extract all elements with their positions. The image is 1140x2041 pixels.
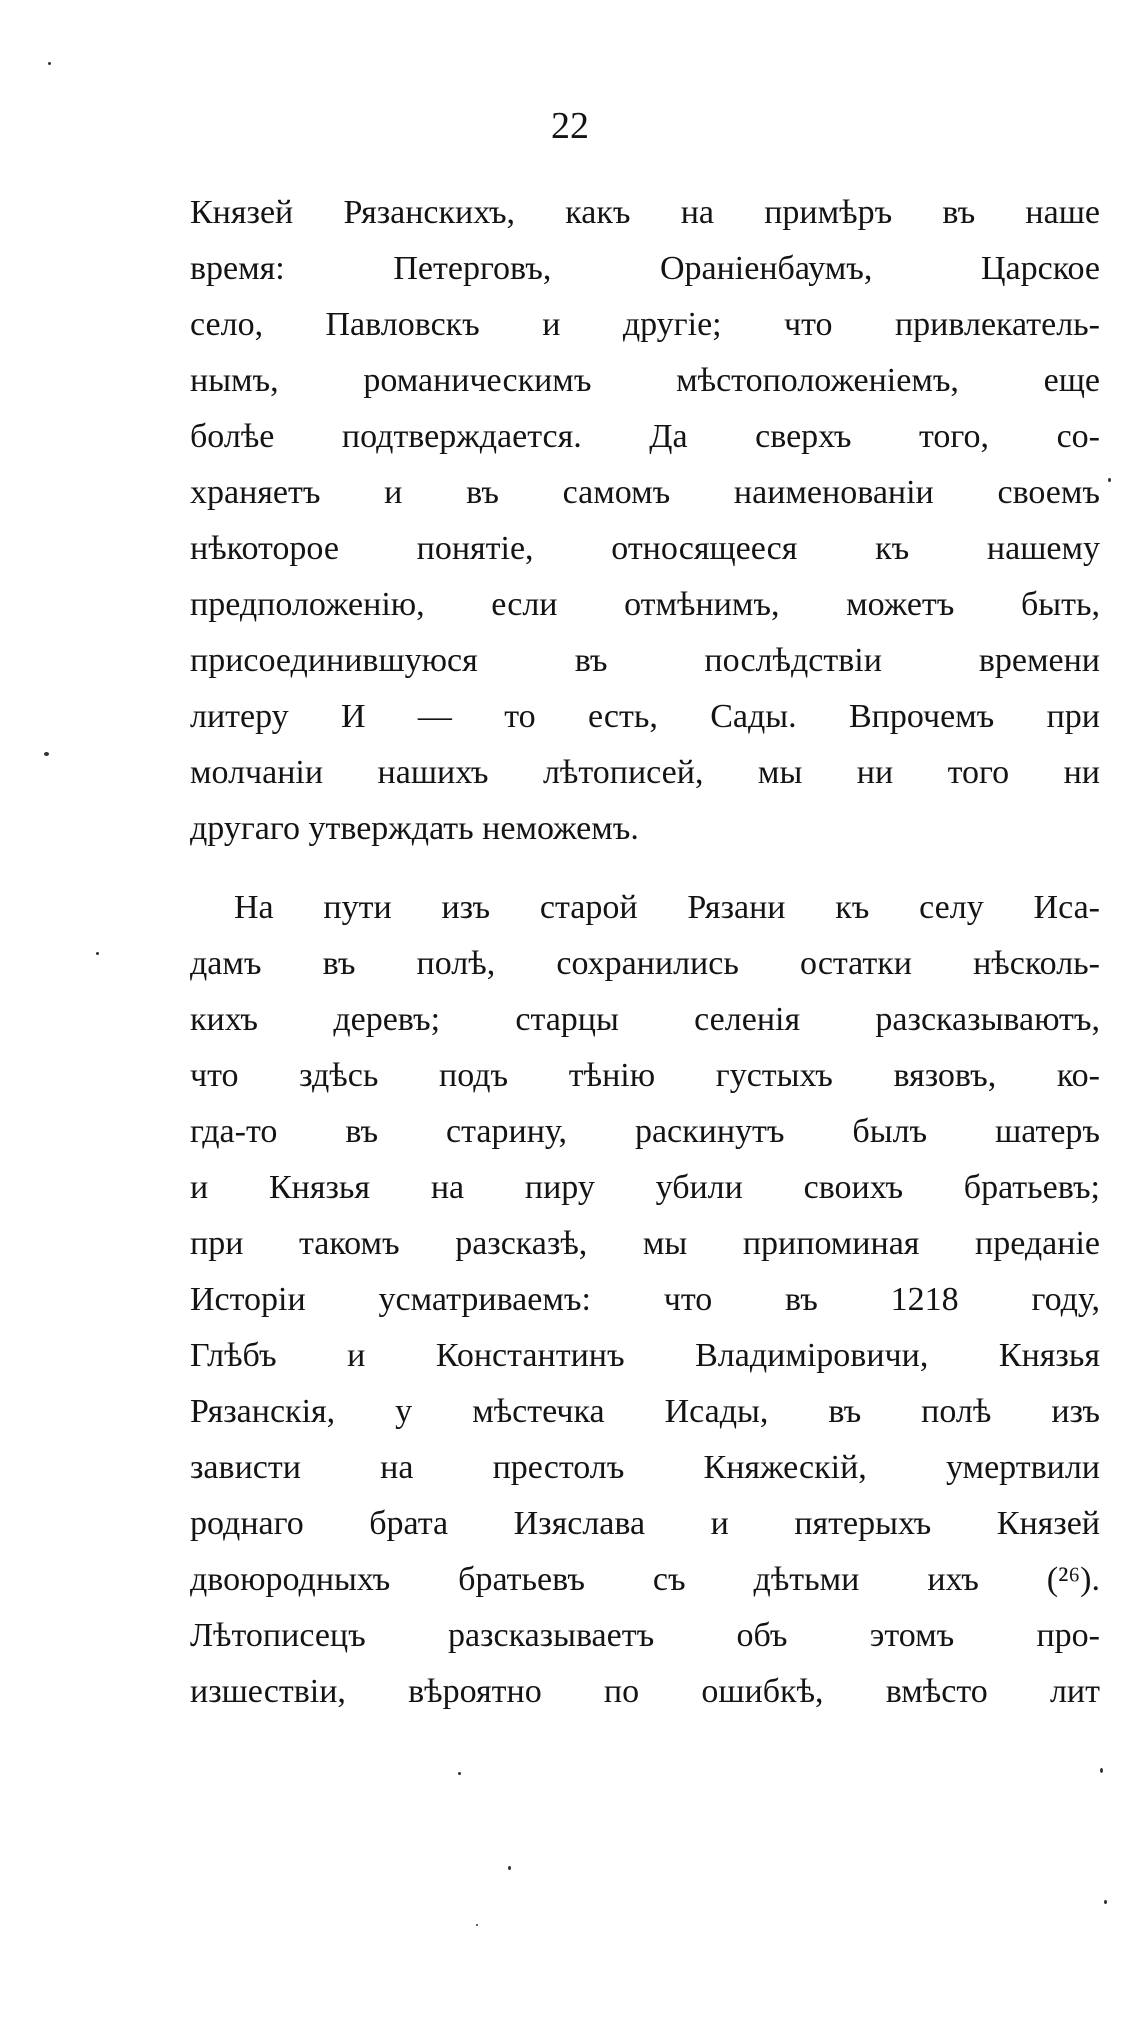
scan-speck (1108, 478, 1111, 482)
text-line: храняетъ и въ самомъ наименованіи своемъ (190, 474, 1100, 511)
text-line: На пути изъ старой Рязани къ селу Иса- (234, 889, 1100, 926)
scan-speck (48, 62, 51, 65)
text-line: Глѣбъ и Константинъ Владиміровичи, Князья (190, 1337, 1100, 1374)
text-line: двоюродныхъ братьевъ съ дѣтьми ихъ (²⁶). (190, 1561, 1100, 1598)
scan-speck (508, 1866, 511, 1870)
text-line: Рязанскія, у мѣстечка Исады, въ полѣ изъ (190, 1393, 1100, 1430)
scan-speck (1100, 1768, 1103, 1773)
text-line: молчаніи нашихъ лѣтописей, мы ни того ни (190, 754, 1100, 791)
text-line: при такомъ разсказѣ, мы припоминая преданіе (190, 1225, 1100, 1262)
text-line: Князей Рязанскихъ, какъ на примѣръ въ наше (190, 194, 1100, 231)
text-line: зависти на престолъ Княжескій, умертвили (190, 1449, 1100, 1486)
text-line: нымъ, романическимъ мѣстоположеніемъ, еще (190, 362, 1100, 399)
scan-speck (458, 1772, 461, 1775)
text-line: время: Петерговъ, Ораніенбаумъ, Царское (190, 250, 1100, 287)
text-line: село, Павловскъ и другіе; что привлекатель- (190, 306, 1100, 343)
text-line: что здѣсь подъ тѣнію густыхъ вязовъ, ко- (190, 1057, 1100, 1094)
page-number: 22 (551, 105, 589, 147)
text-line: другаго утверждать неможемъ. (190, 810, 639, 847)
text-line: литеру И — то есть, Сады. Впрочемъ при (190, 698, 1100, 735)
scan-speck (96, 952, 99, 955)
text-line: и Князья на пиру убили своихъ братьевъ; (190, 1169, 1100, 1206)
text-line: роднаго брата Изяслава и пятерыхъ Князей (190, 1505, 1100, 1542)
scan-speck (476, 1924, 478, 1926)
text-line: гда-то въ старину, раскинутъ былъ шатеръ (190, 1113, 1100, 1150)
paragraph-1 (190, 185, 1100, 857)
text-line: Исторіи усматриваемъ: что въ 1218 году, (190, 1281, 1100, 1318)
text-line: Лѣтописецъ разсказываетъ объ этомъ про- (190, 1617, 1100, 1654)
text-line: изшествіи, вѣроятно по ошибкѣ, вмѣсто лит (190, 1673, 1100, 1710)
text-line: кихъ деревъ; старцы селенія разсказываютъ, (190, 1001, 1100, 1038)
scan-speck (44, 752, 49, 756)
text-line: нѣкоторое понятіе, относящееся къ нашему (190, 530, 1100, 567)
scan-speck (1104, 1900, 1107, 1904)
text-line: присоединившуюся въ послѣдствіи времени (190, 642, 1100, 679)
text-line: болѣе подтверждается. Да сверхъ того, со- (190, 418, 1100, 455)
paragraph-2 (190, 880, 1100, 1720)
text-line: предположенію, если отмѣнимъ, можетъ быть, (190, 586, 1100, 623)
text-line: дамъ въ полѣ, сохранились остатки нѣсколь- (190, 945, 1100, 982)
